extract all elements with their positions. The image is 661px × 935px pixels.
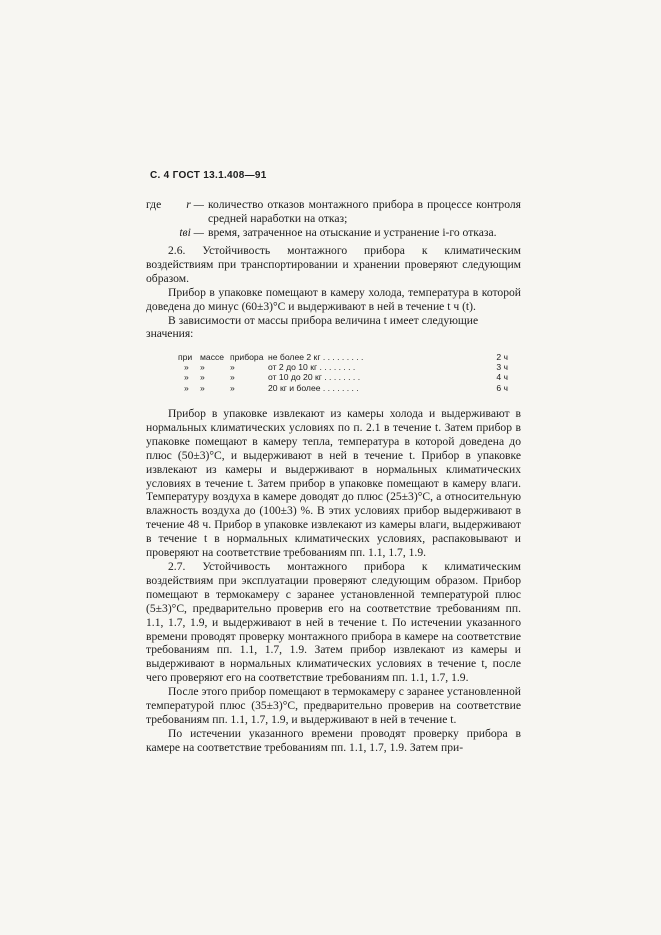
paragraph: Прибор в упаковке извлекают из камеры холода и выдерживают в нормальных климатических условиях по п. 2.1 в течение t. Затем прибор в упаковке помещают в камеру тепла, температура в которой доведена до плюс (50±3)°C, и выдерживают в ней в течение t. Прибор в упаковке извлекают из камеры и выдерживают в нормальных климатических условиях в течение t. Затем прибор в упаковке помещают в камеру влаги. Температуру воздуха в камере доводят до плюс (25±3)°C, а относительную влажность воздуха до (100±3) %. В этих условиях прибор выдерживают в течение 48 ч. Прибор в упаковке извлекают из камеры влаги, выдерживают в течение t в нормальных климатических условиях, распаковывают и проверяют на соответствие требованиям пп. 1.1, 1.7, 1.9. bbox=[146, 407, 521, 560]
table-cell: » bbox=[200, 362, 205, 373]
table-row bbox=[178, 362, 528, 372]
paragraph: По истечении указанного времени проводят проверку прибора в камере на соответствие требованиям пп. 1.1, 1.7, 1.9. Затем при- bbox=[146, 726, 521, 754]
table-cell: от 2 до 10 кг . . . . . . . . bbox=[268, 362, 356, 373]
definition-prefix: где bbox=[146, 198, 162, 211]
table-cell: » bbox=[200, 372, 205, 383]
paragraph: В зависимости от массы прибора величина t имеет следующие значения: bbox=[146, 313, 479, 341]
table-cell: » bbox=[200, 382, 205, 393]
table-cell: при bbox=[178, 352, 193, 362]
table-row bbox=[178, 372, 528, 382]
table-cell: 3 ч bbox=[496, 362, 508, 373]
table-cell: » bbox=[230, 372, 235, 383]
table-cell: 2 ч bbox=[496, 352, 508, 362]
page-header: С. 4 ГОСТ 13.1.408—91 bbox=[150, 170, 267, 181]
paragraph: 2.6. Устойчивость монтажного прибора к климатическим воздействиям при транспортировании и хранении проверяют следующим образом. bbox=[146, 244, 521, 285]
definition-symbol: r — bbox=[186, 198, 204, 211]
table-cell: от 10 до 20 кг . . . . . . . . bbox=[268, 372, 361, 383]
table-cell: массе bbox=[200, 352, 225, 362]
duration-table bbox=[178, 352, 528, 393]
table-cell: » bbox=[230, 382, 235, 393]
definitions-block bbox=[146, 198, 521, 240]
table-cell: 4 ч bbox=[496, 372, 508, 383]
table-row bbox=[178, 352, 528, 362]
paragraph: 2.7. Устойчивость монтажного прибора к климатическим воздействиям при эксплуатации проверяют следующим образом. Прибор помещают в термокамеру с заранее установленной температурой плюс (5±3)°C, предварительно проверив его на соответствие требованиям пп. 1.1, 1.7, 1.9, и выдерживают в ней в течение t. По истечении указанного времени проводят проверку монтажного прибора в камере на соответствие требованиям пп. 1.1, 1.7, 1.9. Затем прибор извлекают из камеры и выдерживают в нормальных климатических условиях в течение t, после чего проверяют его на соответствие требованиям пп. 1.1, 1.7, 1.9. bbox=[146, 559, 521, 685]
paragraph: Прибор в упаковке помещают в камеру холода, температура в которой доведена до минус (60±3)°C и выдерживают в ней в течение t ч (t). bbox=[146, 285, 521, 313]
definition-t bbox=[146, 226, 521, 240]
table-cell: не более 2 кг . . . . . . . . . bbox=[268, 352, 364, 362]
table-row bbox=[178, 383, 528, 393]
table-cell: » bbox=[230, 362, 235, 373]
table-cell: » bbox=[184, 372, 189, 383]
table-cell: прибора bbox=[230, 352, 264, 362]
table-cell: 6 ч bbox=[496, 382, 508, 393]
table-cell: » bbox=[184, 382, 189, 393]
definition-prefix bbox=[146, 226, 176, 240]
paragraph: После этого прибор помещают в термокамеру с заранее установленной температурой плюс (35±3)°C, предварительно проверив на соответствие требованиям пп. 1.1, 1.7, 1.9, и выдерживают в ней в течение t. bbox=[146, 685, 521, 726]
definition-text: время, затраченное на отыскание и устранение i-го отказа. bbox=[208, 225, 497, 239]
definition-r bbox=[146, 198, 521, 226]
body-continued bbox=[146, 407, 521, 755]
table-cell: 20 кг и более . . . . . . . . bbox=[268, 382, 359, 393]
definition-text: количество отказов монтажного прибора в процессе контроля средней наработки на отказ; bbox=[208, 198, 521, 225]
table-cell: » bbox=[184, 362, 189, 373]
definition-symbol: tвi — bbox=[179, 225, 204, 239]
section-2-6 bbox=[146, 244, 521, 341]
